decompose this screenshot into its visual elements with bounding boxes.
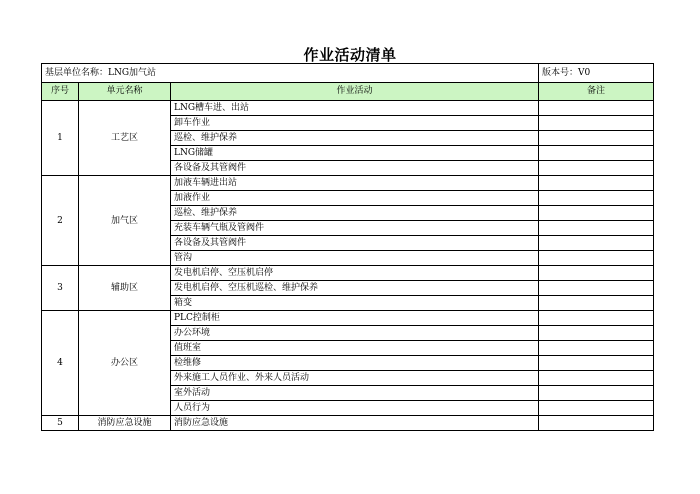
activity-cell: 消防应急设施 [171,416,539,431]
header-row [42,83,654,101]
remark-cell [539,416,654,431]
info-row [42,64,654,83]
activity-cell: 巡检、维护保养 [171,206,539,221]
remark-cell [539,356,654,371]
unit-cell: 消防应急设施 [79,416,171,431]
activity-cell: 值班室 [171,341,539,356]
activity-cell: 各设备及其管阀件 [171,161,539,176]
unit-cell: 加气区 [79,176,171,266]
unit-name-cell: 基层单位名称：LNG加气站 [42,64,539,83]
activity-cell: 卸车作业 [171,116,539,131]
table-row [42,416,654,431]
unit-cell: 工艺区 [79,101,171,176]
remark-cell [539,281,654,296]
activity-cell: 箱变 [171,296,539,311]
remark-cell [539,101,654,116]
remark-cell [539,131,654,146]
unit-cell: 辅助区 [79,266,171,311]
table-row [42,311,654,326]
activity-table [41,63,654,431]
header-seq: 序号 [42,83,79,101]
header-activity: 作业活动 [171,83,539,101]
remark-cell [539,296,654,311]
remark-cell [539,146,654,161]
seq-cell: 5 [42,416,79,431]
remark-cell [539,341,654,356]
activity-cell: 充装车辆气瓶及管阀件 [171,221,539,236]
remark-cell [539,161,654,176]
version-cell: 版本号：V0 [539,64,654,83]
activity-cell: 外来施工人员作业、外来人员活动 [171,371,539,386]
activity-table-body [42,64,654,431]
remark-cell [539,116,654,131]
table-row [42,101,654,116]
remark-cell [539,401,654,416]
remark-cell [539,371,654,386]
activity-cell: 室外活动 [171,386,539,401]
remark-cell [539,326,654,341]
remark-cell [539,191,654,206]
remark-cell [539,206,654,221]
activity-cell: 巡检、维护保养 [171,131,539,146]
table-row [42,176,654,191]
activity-cell: PLC控制柜 [171,311,539,326]
activity-cell: 检维修 [171,356,539,371]
page-title: 作业活动清单 [303,46,397,64]
activity-cell: LNG槽车进、出站 [171,101,539,116]
activity-cell: 管沟 [171,251,539,266]
seq-cell: 1 [42,101,79,176]
activity-cell: 加液作业 [171,191,539,206]
unit-cell: 办公区 [79,311,171,416]
remark-cell [539,386,654,401]
activity-cell: LNG储罐 [171,146,539,161]
seq-cell: 3 [42,266,79,311]
activity-cell: 办公环境 [171,326,539,341]
activity-cell: 发电机启停、空压机巡检、维护保养 [171,281,539,296]
activity-cell: 发电机启停、空压机启停 [171,266,539,281]
remark-cell [539,251,654,266]
header-unit: 单元名称 [79,83,171,101]
seq-cell: 2 [42,176,79,266]
activity-cell: 加液车辆进出站 [171,176,539,191]
header-remark: 备注 [539,83,654,101]
remark-cell [539,311,654,326]
remark-cell [539,236,654,251]
activity-cell: 人员行为 [171,401,539,416]
remark-cell [539,266,654,281]
seq-cell: 4 [42,311,79,416]
activity-cell: 各设备及其管阀件 [171,236,539,251]
remark-cell [539,176,654,191]
remark-cell [539,221,654,236]
table-row [42,266,654,281]
